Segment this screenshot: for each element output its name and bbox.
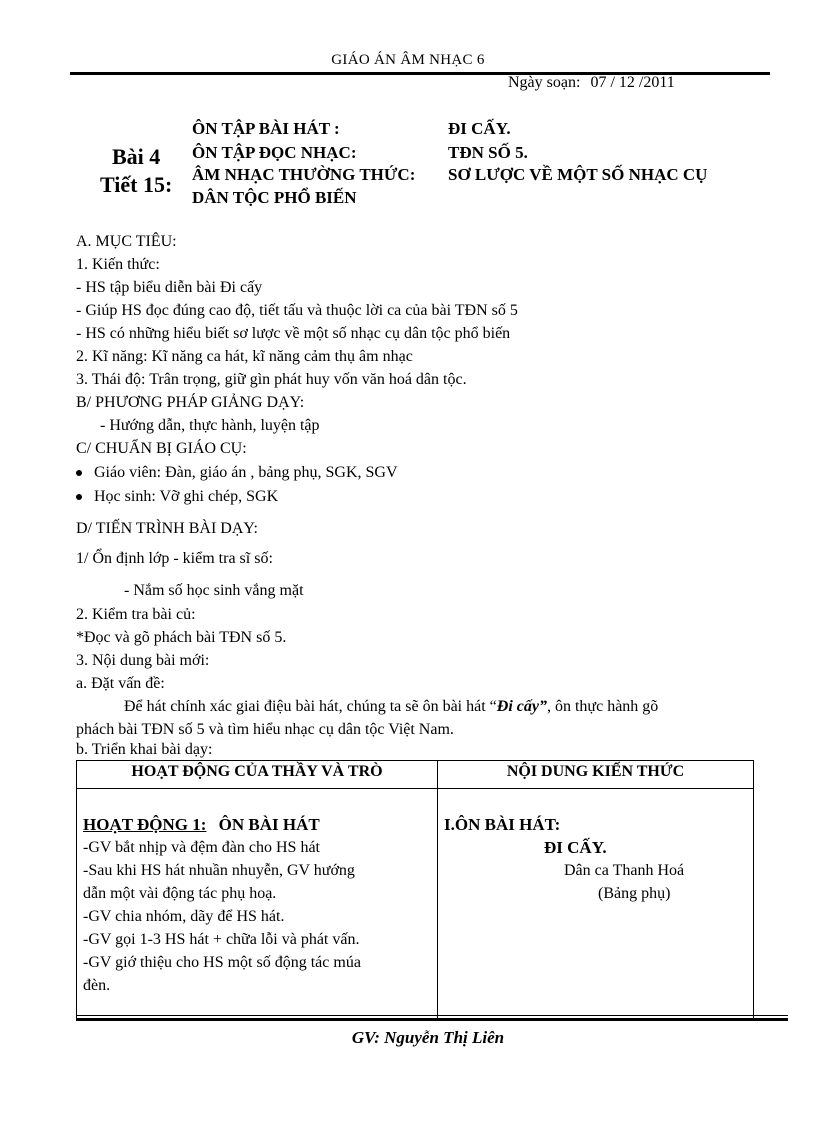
lesson-topic-2: ÔN TẬP ĐỌC NHẠC: xyxy=(192,143,357,162)
intro-text-1: Để hát chính xác giai điệu bài hát, chúng ta sẽ ôn bài hát “ xyxy=(124,698,497,715)
a1-heading: 1. Kiến thức: xyxy=(76,256,160,273)
table-header-row xyxy=(77,761,754,789)
content-origin: Dân ca Thanh Hoá xyxy=(564,862,685,879)
lesson-topic-3-value: SƠ LƯỢC VỀ MỘT SỐ NHẠC CỤ xyxy=(448,165,708,184)
footer-teacher: GV: Nguyễn Thị Liên xyxy=(351,1028,505,1047)
d3-heading: 3. Nội dung bài mới: xyxy=(76,652,210,669)
document-header-title: GIÁO ÁN ÂM NHẠC 6 xyxy=(331,52,485,68)
activity-line-1: -GV bắt nhịp và đệm đàn cho HS hát xyxy=(83,839,320,856)
activity-heading xyxy=(83,813,431,836)
activity-table xyxy=(76,760,754,1021)
section-c-heading: C/ CHUẨN BỊ GIÁO CỤ: xyxy=(76,440,247,457)
bullet-icon xyxy=(76,494,82,500)
date-value: 07 / 12 /2011 xyxy=(590,74,675,91)
d1-item-1: - Nắm số học sinh vắng mặt xyxy=(124,582,304,599)
d3b-heading: b. Triển khai bài dạy: xyxy=(76,741,213,758)
content-song: ĐI CẤY. xyxy=(544,838,607,857)
activity-line-6: -GV giớ thiệu cho HS một số động tác múa xyxy=(83,954,361,971)
section-b-heading: B/ PHƯƠNG PHÁP GIẢNG DẠY: xyxy=(76,394,305,411)
lesson-topic-3: ÂM NHẠC THƯỜNG THỨC: xyxy=(192,165,416,184)
content-title: I.ÔN BÀI HÁT: xyxy=(444,815,561,834)
table-row xyxy=(77,789,754,1021)
intro-text-2: , ôn thực hành gõ xyxy=(546,698,659,715)
section-a-heading: A. MỤC TIÊU: xyxy=(76,233,177,250)
date-label: Ngày soạn: xyxy=(508,74,581,91)
activity-line-4: -GV chia nhóm, dãy để HS hát. xyxy=(83,908,285,925)
intro-paragraph-line-1 xyxy=(124,698,658,716)
d2-item-1: *Đọc và gõ phách bài TĐN số 5. xyxy=(76,629,287,646)
lesson-topic-3-cont: DÂN TỘC PHỔ BIẾN xyxy=(192,188,357,207)
c-item-2 xyxy=(76,488,278,506)
d2-heading: 2. Kiểm tra bài củ: xyxy=(76,606,196,623)
lesson-period: Tiết 15: xyxy=(100,172,173,197)
a2-text: 2. Kĩ năng: Kĩ năng ca hát, kĩ năng cảm thụ âm nhạc xyxy=(76,348,413,365)
table-head-left: HOẠT ĐỘNG CỦA THẦY VÀ TRÒ xyxy=(77,761,438,789)
d1-heading: 1/ Ổn định lớp - kiểm tra sĩ số: xyxy=(76,550,273,567)
content-cell xyxy=(438,789,754,1021)
section-d-heading: D/ TIẾN TRÌNH BÀI DẠY: xyxy=(76,520,258,537)
a1-item-2: - Giúp HS đọc đúng cao độ, tiết tấu và thuộc lời ca của bài TĐN số 5 xyxy=(76,302,518,319)
activity-title: ÔN BÀI HÁT xyxy=(218,815,320,834)
b-item-1: - Hướng dẫn, thực hành, luyện tập xyxy=(100,417,320,434)
c-item-2-text: Học sinh: Vỡ ghi chép, SGK xyxy=(94,488,279,505)
c-item-1-text: Giáo viên: Đàn, giáo án , bảng phụ, SGK, SGV xyxy=(94,464,398,481)
table-head-right: NỘI DUNG KIẾN THỨC xyxy=(438,761,754,789)
activity-line-7: đèn. xyxy=(83,977,111,994)
activity-label: HOẠT ĐỘNG 1: xyxy=(83,815,207,834)
lesson-topic-1: ÔN TẬP BÀI HÁT : xyxy=(192,119,340,138)
c-item-1 xyxy=(76,464,398,482)
activity-line-5: -GV gọi 1-3 HS hát + chữa lỗi và phát vấn. xyxy=(83,931,360,948)
lesson-date xyxy=(508,74,675,92)
bullet-icon xyxy=(76,470,82,476)
footer-rule-top xyxy=(76,1015,788,1016)
lesson-topic-2-value: TĐN SỐ 5. xyxy=(448,143,528,162)
activity-line-3: dẫn một vài động tác phụ hoạ. xyxy=(83,885,277,902)
lesson-number: Bài 4 xyxy=(112,144,161,169)
intro-song-title: Đi cấy” xyxy=(496,698,547,715)
content-note: (Bảng phụ) xyxy=(598,885,671,902)
footer-rule xyxy=(76,1018,788,1021)
activity-cell xyxy=(77,789,438,1021)
activity-line-2: -Sau khi HS hát nhuần nhuyễn, GV hướng xyxy=(83,862,355,879)
d3a-heading: a. Đặt vấn đề: xyxy=(76,675,165,692)
a1-item-3: - HS có những hiểu biết sơ lược về một số nhạc cụ dân tộc phổ biến xyxy=(76,325,511,342)
lesson-topic-1-value: ĐI CẤY. xyxy=(448,119,511,138)
a3-text: 3. Thái độ: Trân trọng, giữ gìn phát huy vốn văn hoá dân tộc. xyxy=(76,371,467,388)
intro-paragraph-line-2: phách bài TĐN số 5 và tìm hiểu nhạc cụ dân tộc Việt Nam. xyxy=(76,721,454,738)
a1-item-1: - HS tập biểu diễn bài Đi cấy xyxy=(76,279,263,296)
